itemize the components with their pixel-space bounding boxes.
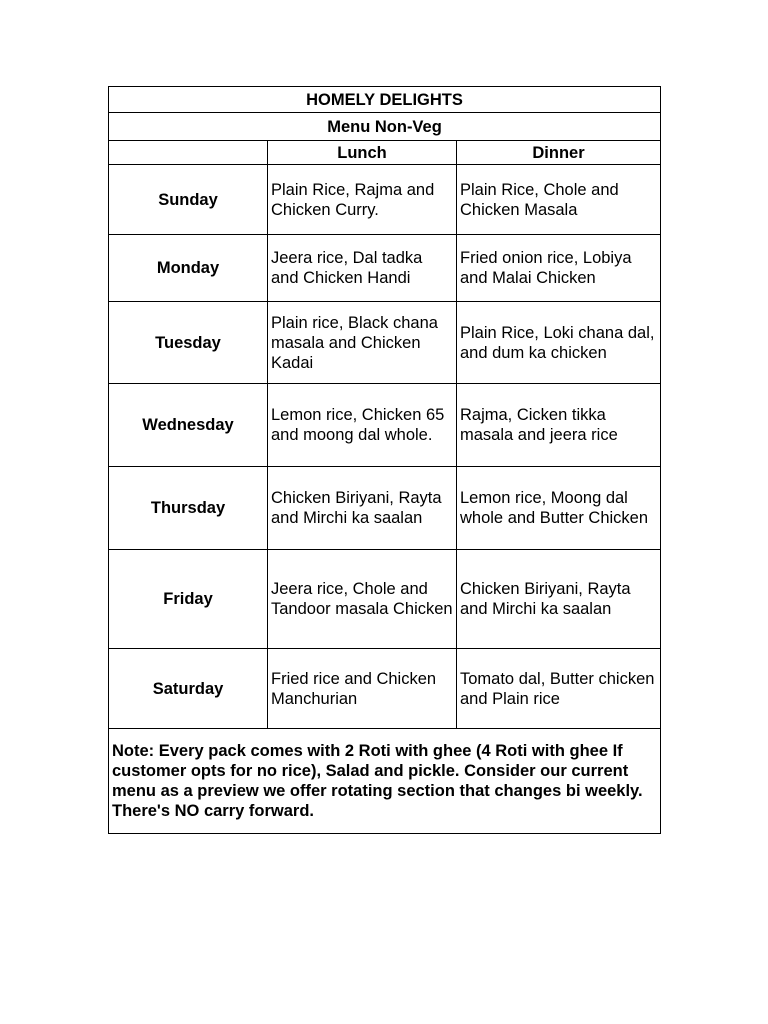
dinner-item: Rajma, Cicken tikka masala and jeera rice <box>457 384 661 467</box>
lunch-column-header: Lunch <box>268 141 457 165</box>
dinner-item: Tomato dal, Butter chicken and Plain rice <box>457 649 661 729</box>
day-name: Monday <box>109 235 268 302</box>
lunch-item: Plain Rice, Rajma and Chicken Curry. <box>268 165 457 235</box>
dinner-item: Lemon rice, Moong dal whole and Butter Chicken <box>457 467 661 550</box>
day-name: Saturday <box>109 649 268 729</box>
day-name: Tuesday <box>109 302 268 384</box>
day-name: Thursday <box>109 467 268 550</box>
day-row-tuesday <box>109 302 661 384</box>
day-row-wednesday <box>109 384 661 467</box>
menu-table <box>108 86 661 834</box>
dinner-item: Plain Rice, Loki chana dal, and dum ka chicken <box>457 302 661 384</box>
day-name: Friday <box>109 550 268 649</box>
day-row-saturday <box>109 649 661 729</box>
dinner-item: Chicken Biriyani, Rayta and Mirchi ka saalan <box>457 550 661 649</box>
dinner-item: Plain Rice, Chole and Chicken Masala <box>457 165 661 235</box>
note-row <box>109 729 661 834</box>
day-row-friday <box>109 550 661 649</box>
lunch-item: Jeera rice, Chole and Tandoor masala Chicken <box>268 550 457 649</box>
title-row <box>109 87 661 113</box>
dinner-column-header: Dinner <box>457 141 661 165</box>
day-row-monday <box>109 235 661 302</box>
menu-subtitle: Menu Non-Veg <box>109 113 661 141</box>
day-name: Wednesday <box>109 384 268 467</box>
day-row-thursday <box>109 467 661 550</box>
menu-note: Note: Every pack comes with 2 Roti with ghee (4 Roti with ghee If customer opts for no rice), Salad and pickle. Consider our current menu as a preview we offer rotating section that changes bi weekly. There's NO carry forward. <box>109 729 661 834</box>
subtitle-row <box>109 113 661 141</box>
day-row-sunday <box>109 165 661 235</box>
header-row <box>109 141 661 165</box>
lunch-item: Chicken Biriyani, Rayta and Mirchi ka saalan <box>268 467 457 550</box>
lunch-item: Lemon rice, Chicken 65 and moong dal whole. <box>268 384 457 467</box>
lunch-item: Plain rice, Black chana masala and Chicken Kadai <box>268 302 457 384</box>
lunch-item: Fried rice and Chicken Manchurian <box>268 649 457 729</box>
day-name: Sunday <box>109 165 268 235</box>
lunch-item: Jeera rice, Dal tadka and Chicken Handi <box>268 235 457 302</box>
menu-title: HOMELY DELIGHTS <box>109 87 661 113</box>
day-column-header <box>109 141 268 165</box>
dinner-item: Fried onion rice, Lobiya and Malai Chicken <box>457 235 661 302</box>
